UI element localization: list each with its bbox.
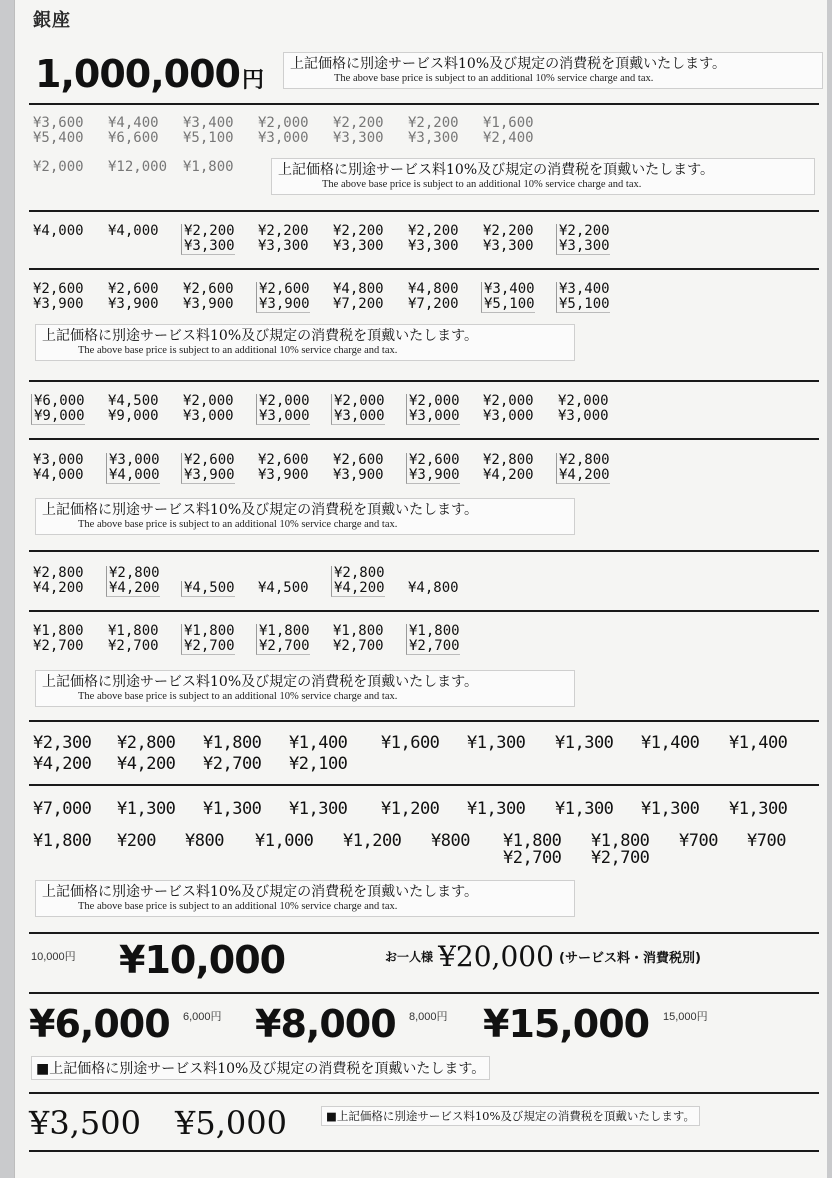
price-single: ¥700 bbox=[747, 831, 786, 851]
headline-price-unit: 円 bbox=[241, 68, 263, 93]
tax-notice: 上記価格に別途サービス料10%及び規定の消費税を頂戴いたします。 The above base price is subject to an additional 10% service charge and tax. bbox=[35, 670, 575, 707]
price-big: ¥5,000 bbox=[175, 1104, 287, 1142]
tax-notice bbox=[283, 52, 823, 89]
price-pair: ¥1,800 ¥2,700 bbox=[406, 624, 460, 655]
per-person-price bbox=[385, 940, 701, 973]
divider bbox=[29, 380, 819, 382]
divider bbox=[29, 268, 819, 270]
price-pair: ¥2,200 ¥3,300 bbox=[258, 223, 309, 254]
price-pair: ¥1,800 ¥2,700 bbox=[108, 623, 159, 654]
per-person-label: お一人様 bbox=[385, 950, 434, 964]
tax-notice: 上記価格に別途サービス料10%及び規定の消費税を頂戴いたします。 The above base price is subject to an additional 10% service charge and tax. bbox=[35, 880, 575, 917]
price-pair: ¥2,600 ¥3,900 bbox=[406, 453, 460, 484]
price-yen-small: 6,000円 bbox=[183, 1011, 222, 1023]
price-pair: ¥3,000 ¥4,000 bbox=[106, 453, 160, 484]
price-pair: ¥2,200 ¥3,300 bbox=[483, 223, 534, 254]
price-yen-small: 15,000円 bbox=[663, 1011, 708, 1023]
price-single: ¥1,400 bbox=[641, 733, 700, 753]
price-single: ¥1,300 bbox=[117, 799, 176, 819]
price-single: ¥1,800 bbox=[33, 831, 92, 851]
tax-notice: ■上記価格に別途サービス料10%及び規定の消費税を頂戴いたします。 bbox=[321, 1106, 700, 1126]
price-pair: ¥1,800 ¥2,700 bbox=[256, 624, 310, 655]
price-pair: ¥2,600 ¥3,900 bbox=[256, 282, 310, 313]
price-pair: ¥2,000 ¥3,000 bbox=[558, 393, 609, 424]
price-big: ¥8,000 bbox=[255, 1002, 396, 1046]
price-pair: ¥1,800 ¥2,700 bbox=[333, 623, 384, 654]
price-pair: ¥2,000 ¥3,000 bbox=[258, 115, 309, 146]
price-pair: ¥4,800 ¥7,200 bbox=[333, 281, 384, 312]
price-single: ¥1,800 bbox=[503, 831, 562, 851]
price-pair: ¥3,400 ¥5,100 bbox=[481, 282, 535, 313]
tax-notice: 上記価格に別途サービス料10%及び規定の消費税を頂戴いたします。 The above base price is subject to an additional 10% service charge and tax. bbox=[35, 324, 575, 361]
price-single: ¥1,400 bbox=[289, 733, 348, 753]
price-single: ¥1,300 bbox=[555, 733, 614, 753]
price-pair: ¥2,800 ¥4,200 bbox=[331, 566, 385, 597]
divider bbox=[29, 992, 819, 994]
price-single: ¥1,300 bbox=[289, 799, 348, 819]
price-pair: ¥2,200 ¥3,300 bbox=[408, 223, 459, 254]
price-single: ¥4,200 bbox=[33, 754, 92, 774]
price-pair: ¥2,200 ¥3,300 bbox=[333, 115, 384, 146]
divider bbox=[29, 784, 819, 786]
headline-price-value: 1,000,000 bbox=[35, 52, 240, 96]
price-single: ¥2,700 bbox=[503, 848, 562, 868]
price-pair: ¥1,800 ¥2,700 bbox=[33, 623, 84, 654]
divider bbox=[29, 1092, 819, 1094]
price-single: ¥4,500 bbox=[181, 581, 235, 597]
price-single: ¥1,300 bbox=[729, 799, 788, 819]
price-pair: ¥2,800 ¥4,200 bbox=[483, 452, 534, 483]
headline-price bbox=[35, 52, 263, 96]
price-single: ¥1,300 bbox=[203, 799, 262, 819]
price-single: ¥2,100 bbox=[289, 754, 348, 774]
price-single: ¥1,200 bbox=[381, 799, 440, 819]
per-person-amount: ¥20,000 bbox=[438, 940, 554, 973]
price-single: ¥1,300 bbox=[467, 799, 526, 819]
divider bbox=[29, 103, 819, 105]
price-sheet bbox=[14, 0, 827, 1178]
divider bbox=[29, 550, 819, 552]
tax-notice: 上記価格に別途サービス料10%及び規定の消費税を頂戴いたします。 The above base price is subject to an additional 10% service charge and tax. bbox=[271, 158, 815, 195]
price-pair: ¥3,400 ¥5,100 bbox=[556, 282, 610, 313]
price-single: ¥800 bbox=[431, 831, 470, 851]
price-big: ¥15,000 bbox=[483, 1002, 650, 1046]
price-pair: ¥2,200 ¥3,300 bbox=[408, 115, 459, 146]
price-pair: ¥3,400 ¥5,100 bbox=[183, 115, 234, 146]
page-title: 銀座 bbox=[33, 10, 71, 31]
price-pair: ¥2,800 ¥4,200 bbox=[106, 566, 160, 597]
price-big: ¥3,500 bbox=[29, 1104, 141, 1142]
price-single: ¥1,400 bbox=[729, 733, 788, 753]
price-single: ¥2,700 bbox=[203, 754, 262, 774]
price-pair: ¥2,000 ¥3,000 bbox=[183, 393, 234, 424]
price-pair: ¥1,800 ¥2,700 bbox=[181, 624, 235, 655]
price-single: ¥1,800 bbox=[591, 831, 650, 851]
price-single: ¥200 bbox=[117, 831, 156, 851]
price-single: ¥1,300 bbox=[467, 733, 526, 753]
price-single: ¥12,000 bbox=[108, 159, 168, 175]
price-single: ¥2,800 bbox=[117, 733, 176, 753]
per-person-note: (サービス料・消費税別) bbox=[559, 951, 701, 966]
price-yen-small: 10,000円 bbox=[31, 951, 76, 963]
price-single: ¥4,000 bbox=[33, 223, 84, 239]
price-pair: ¥2,000 ¥3,000 bbox=[483, 393, 534, 424]
price-single: ¥1,800 bbox=[183, 159, 234, 175]
price-single: ¥4,500 bbox=[258, 580, 309, 596]
price-pair: ¥2,200 ¥3,300 bbox=[181, 224, 235, 255]
price-pair: ¥2,600 ¥3,900 bbox=[333, 452, 384, 483]
price-pair: ¥4,800 ¥7,200 bbox=[408, 281, 459, 312]
price-pair: ¥2,200 ¥3,300 bbox=[556, 224, 610, 255]
price-single: ¥4,800 bbox=[408, 580, 459, 596]
price-single: ¥2,700 bbox=[591, 848, 650, 868]
price-single: ¥4,000 bbox=[108, 223, 159, 239]
price-single: ¥2,300 bbox=[33, 733, 92, 753]
price-pair: ¥2,600 ¥3,900 bbox=[181, 453, 235, 484]
price-pair: ¥2,200 ¥3,300 bbox=[333, 223, 384, 254]
price-pair: ¥2,600 ¥3,900 bbox=[108, 281, 159, 312]
price-pair: ¥2,600 ¥3,900 bbox=[258, 452, 309, 483]
price-pair: ¥4,500 ¥9,000 bbox=[108, 393, 159, 424]
divider bbox=[29, 932, 819, 934]
price-yen-small: 8,000円 bbox=[409, 1011, 448, 1023]
price-pair: ¥2,600 ¥3,900 bbox=[33, 281, 84, 312]
tax-notice-jp: 上記価格に別途サービス料10%及び規定の消費税を頂戴いたします。 bbox=[290, 56, 726, 72]
divider bbox=[29, 720, 819, 722]
divider bbox=[29, 610, 819, 612]
price-pair: ¥1,600 ¥2,400 bbox=[483, 115, 534, 146]
price-pair: ¥4,400 ¥6,600 bbox=[108, 115, 159, 146]
price-single: ¥1,600 bbox=[381, 733, 440, 753]
price-pair: ¥2,000 ¥3,000 bbox=[331, 394, 385, 425]
price-big: ¥6,000 bbox=[29, 1002, 170, 1046]
price-single: ¥700 bbox=[679, 831, 718, 851]
price-single: ¥1,300 bbox=[641, 799, 700, 819]
tax-notice: 上記価格に別途サービス料10%及び規定の消費税を頂戴いたします。 The above base price is subject to an additional 10% service charge and tax. bbox=[35, 498, 575, 535]
price-big: ¥10,000 bbox=[119, 938, 286, 982]
price-pair: ¥3,600 ¥5,400 bbox=[33, 115, 84, 146]
price-pair: ¥6,000 ¥9,000 bbox=[31, 394, 85, 425]
price-pair: ¥3,000 ¥4,000 bbox=[33, 452, 84, 483]
price-single: ¥4,200 bbox=[117, 754, 176, 774]
price-single: ¥1,000 bbox=[255, 831, 314, 851]
divider bbox=[29, 438, 819, 440]
price-pair: ¥2,600 ¥3,900 bbox=[183, 281, 234, 312]
price-pair: ¥2,800 ¥4,200 bbox=[33, 565, 84, 596]
price-pair: ¥2,000 ¥3,000 bbox=[256, 394, 310, 425]
tax-notice: ■上記価格に別途サービス料10%及び規定の消費税を頂戴いたします。 bbox=[31, 1056, 490, 1080]
price-pair: ¥2,000 ¥3,000 bbox=[406, 394, 460, 425]
price-single: ¥2,000 bbox=[33, 159, 84, 175]
divider bbox=[29, 210, 819, 212]
divider bbox=[29, 1150, 819, 1152]
price-single: ¥1,800 bbox=[203, 733, 262, 753]
price-single: ¥1,300 bbox=[555, 799, 614, 819]
tax-notice-en: The above base price is subject to an additional 10% service charge and tax. bbox=[334, 73, 654, 84]
price-single: ¥1,200 bbox=[343, 831, 402, 851]
price-single: ¥7,000 bbox=[33, 799, 92, 819]
price-single: ¥800 bbox=[185, 831, 224, 851]
price-pair: ¥2,800 ¥4,200 bbox=[556, 453, 610, 484]
